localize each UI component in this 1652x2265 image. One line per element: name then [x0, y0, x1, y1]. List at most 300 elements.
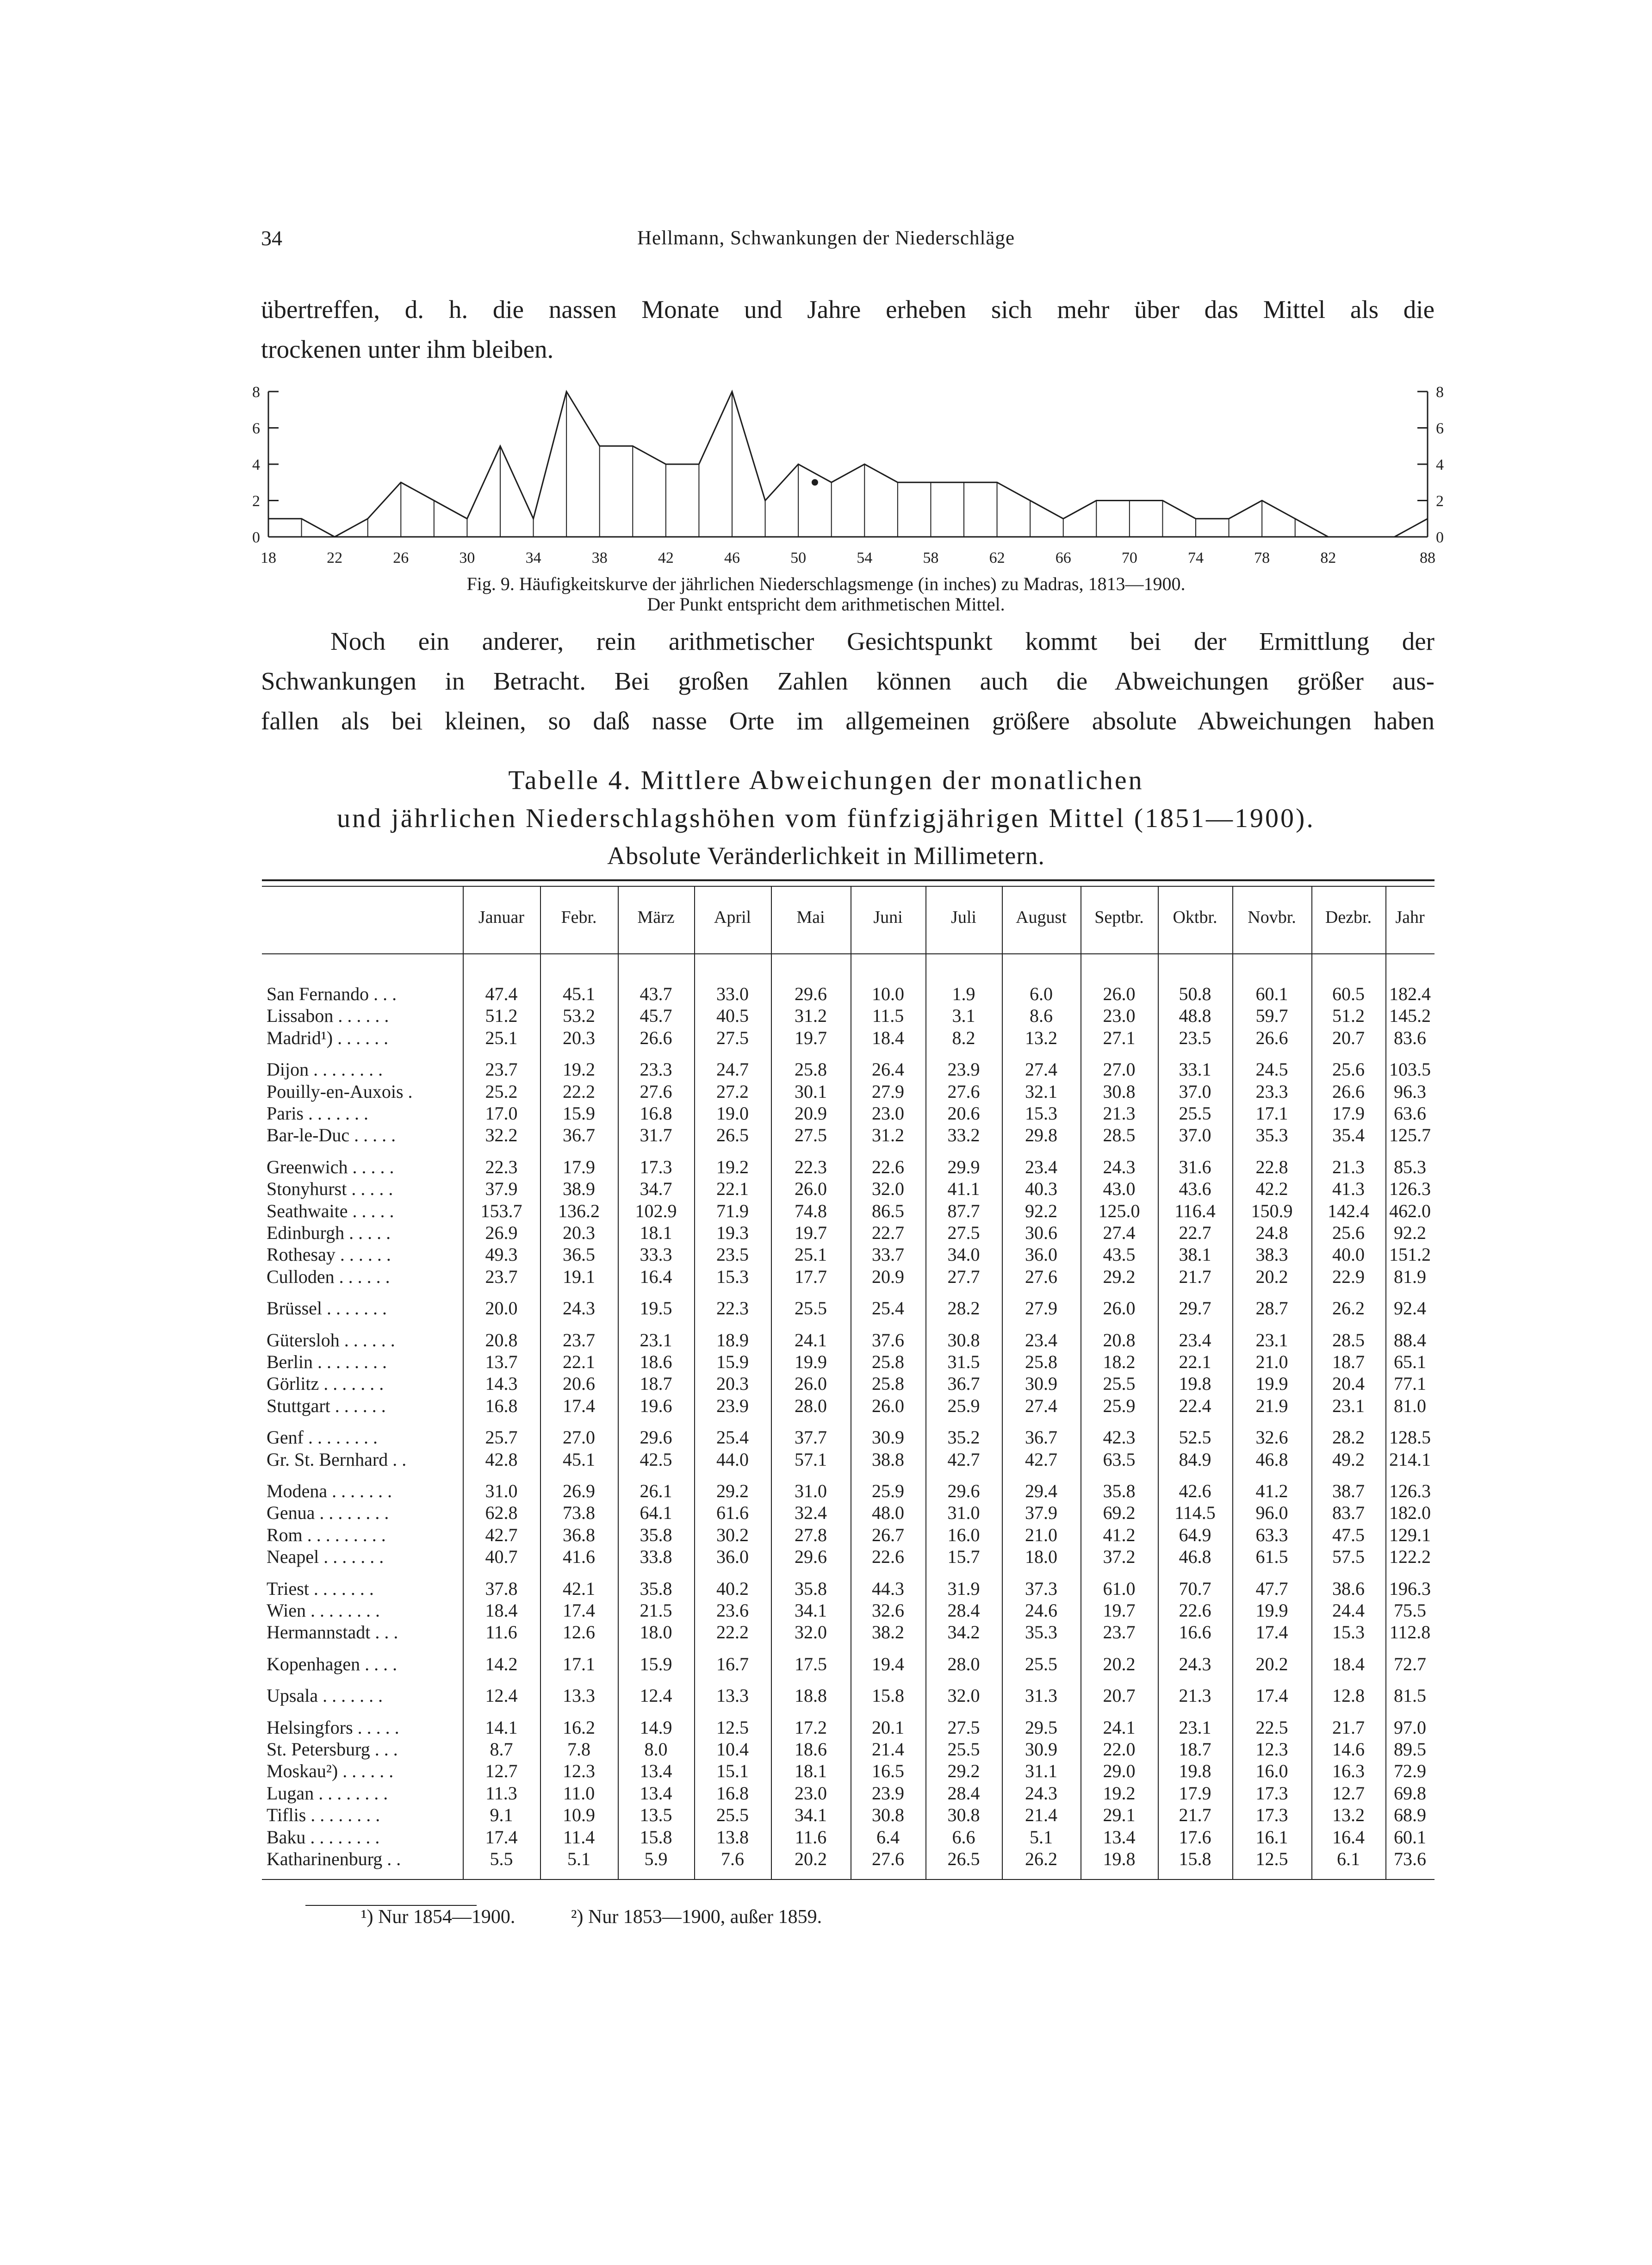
- table-cell: 42.7: [485, 1524, 518, 1545]
- table-cell: 22.2: [716, 1622, 749, 1643]
- table-cell: 23.7: [563, 1329, 595, 1350]
- table-cell: 26.5: [716, 1125, 749, 1146]
- table-cell: 26.5: [947, 1848, 980, 1869]
- paragraph-line: übertreffen, d. h. die nassen Monate und Jahre erheben sich mehr über das Mittel als die: [261, 295, 1435, 324]
- column-header: Novbr.: [1248, 908, 1296, 927]
- table-cell: 49.2: [1332, 1449, 1365, 1470]
- table-cell: 19.7: [1103, 1600, 1136, 1621]
- table-cell: 24.8: [1255, 1222, 1288, 1243]
- table-cell: 30.2: [716, 1524, 749, 1545]
- table-cell: 17.4: [1255, 1685, 1288, 1706]
- table-cell: 23.0: [872, 1103, 904, 1124]
- table-cell: 35.8: [795, 1578, 827, 1599]
- table-cell: 28.0: [795, 1395, 827, 1416]
- table-cell: 27.6: [1025, 1266, 1057, 1287]
- paragraph-line: Noch ein anderer, rein arithmetischer Gesichtspunkt kommt bei der Ermittlung der: [330, 627, 1435, 655]
- y-tick-label: 2: [252, 492, 260, 510]
- table-cell: 63.5: [1103, 1449, 1136, 1470]
- table-cell: 36.8: [563, 1524, 595, 1545]
- table-cell: 20.9: [872, 1266, 904, 1287]
- table-cell: 40.2: [716, 1578, 749, 1599]
- table-cell: 15.8: [872, 1685, 904, 1706]
- table-cell: 12.5: [1255, 1848, 1288, 1869]
- table-cell: 32.2: [485, 1125, 518, 1146]
- table-cell: 25.4: [716, 1427, 749, 1448]
- table-cell: 21.7: [1179, 1266, 1211, 1287]
- table-cell: 27.0: [563, 1427, 595, 1448]
- table-cell: 26.6: [1332, 1081, 1365, 1102]
- table-cell: 42.2: [1255, 1178, 1288, 1200]
- table-cell: 13.3: [563, 1685, 595, 1706]
- table-cell: 96.3: [1394, 1081, 1426, 1102]
- table-cell: 46.8: [1255, 1449, 1288, 1470]
- table-cell: 6.4: [876, 1826, 900, 1848]
- table-cell: 20.3: [563, 1222, 595, 1243]
- column-header: März: [637, 908, 675, 927]
- table-cell: 20.0: [485, 1298, 518, 1319]
- table-cell: 92.2: [1025, 1200, 1057, 1221]
- x-tick-label: 78: [1254, 549, 1270, 566]
- table-cell: 26.0: [795, 1178, 827, 1200]
- table-cell: 26.7: [872, 1524, 904, 1545]
- table-cell: 12.7: [1332, 1782, 1365, 1804]
- station-name: Kopenhagen . . . .: [267, 1653, 397, 1674]
- table-cell: 8.0: [644, 1739, 668, 1760]
- paragraph-intro: [261, 290, 1435, 369]
- station-name: Genua . . . . . . . .: [267, 1502, 389, 1524]
- table-cell: 15.3: [1332, 1622, 1365, 1643]
- table-cell: 51.2: [1332, 1005, 1365, 1027]
- table-cell: 27.4: [1025, 1395, 1057, 1416]
- station-name: Culloden . . . . . .: [267, 1266, 390, 1287]
- station-name: Neapel . . . . . . .: [267, 1546, 384, 1568]
- table-cell: 23.3: [640, 1059, 672, 1080]
- table-cell: 26.6: [1255, 1027, 1288, 1048]
- table-cell: 9.1: [490, 1805, 513, 1826]
- table-cell: 462.0: [1389, 1200, 1431, 1221]
- table-cell: 25.2: [485, 1081, 518, 1102]
- station-name: Upsala . . . . . . .: [267, 1685, 383, 1706]
- table-cell: 73.8: [563, 1502, 595, 1524]
- table-cell: 24.5: [1255, 1059, 1288, 1080]
- table-cell: 24.1: [795, 1329, 827, 1350]
- y-tick-label: 2: [1436, 492, 1444, 510]
- table-cell: 41.6: [563, 1546, 595, 1568]
- table-cell: 30.8: [947, 1805, 980, 1826]
- x-tick-label: 46: [724, 549, 740, 566]
- table-cell: 15.9: [640, 1653, 672, 1674]
- x-tick-label: 70: [1121, 549, 1137, 566]
- table-cell: 20.4: [1332, 1373, 1365, 1394]
- table-cell: 12.3: [1255, 1739, 1288, 1760]
- table-cell: 15.3: [1025, 1103, 1057, 1124]
- table-cell: 24.4: [1332, 1600, 1365, 1621]
- table-cell: 122.2: [1389, 1546, 1431, 1568]
- table-cell: 24.6: [1025, 1600, 1057, 1621]
- table-cell: 29.0: [1103, 1761, 1136, 1782]
- table-cell: 11.0: [563, 1782, 595, 1804]
- table-cell: 13.2: [1332, 1805, 1365, 1826]
- table-cell: 23.9: [947, 1059, 980, 1080]
- table-cell: 125.0: [1098, 1200, 1140, 1221]
- table-cell: 27.9: [872, 1081, 904, 1102]
- table-cell: 29.8: [1025, 1125, 1057, 1146]
- x-tick-label: 26: [393, 549, 409, 566]
- table-cell: 35.3: [1255, 1125, 1288, 1146]
- table-cell: 25.8: [872, 1373, 904, 1394]
- table-cell: 27.5: [947, 1222, 980, 1243]
- table-cell: 23.1: [1179, 1717, 1211, 1738]
- table-cell: 196.3: [1389, 1578, 1431, 1599]
- table-cell: 34.1: [795, 1600, 827, 1621]
- table-cell: 41.1: [947, 1178, 980, 1200]
- table-cell: 17.9: [1179, 1782, 1211, 1804]
- table-cell: 29.6: [947, 1481, 980, 1501]
- table-cell: 36.7: [947, 1373, 980, 1394]
- x-tick-label: 88: [1420, 549, 1435, 566]
- table-cell: 29.4: [1025, 1481, 1057, 1501]
- table-cell: 25.5: [716, 1805, 749, 1826]
- table-cell: 21.0: [1025, 1524, 1057, 1545]
- table-cell: 16.7: [716, 1653, 749, 1674]
- table-cell: 17.0: [485, 1103, 518, 1124]
- table-cell: 43.6: [1179, 1178, 1211, 1200]
- station-name: Bar-le-Duc . . . . .: [267, 1125, 396, 1146]
- table-cell: 22.7: [1179, 1222, 1211, 1243]
- footnote: ²) Nur 1853—1900, außer 1859.: [571, 1906, 822, 1928]
- x-tick-label: 62: [989, 549, 1005, 566]
- table-cell: 25.8: [1025, 1351, 1057, 1372]
- paragraph-line: Schwankungen in Betracht. Bei großen Zahlen können auch die Abweichungen größer aus-: [261, 667, 1435, 695]
- table-cell: 38.3: [1255, 1244, 1288, 1265]
- table-cell: 22.6: [872, 1156, 904, 1177]
- table-cell: 18.8: [795, 1685, 827, 1706]
- table-cell: 33.2: [947, 1125, 980, 1146]
- table-cell: 33.0: [716, 983, 749, 1004]
- paragraph-arithmetic: [261, 622, 1435, 741]
- table-cell: 51.2: [485, 1005, 518, 1027]
- station-name: Seathwaite . . . . .: [267, 1200, 394, 1221]
- table-cell: 35.3: [1025, 1622, 1057, 1643]
- table-cell: 19.5: [640, 1298, 672, 1319]
- table-cell: 43.7: [640, 983, 672, 1004]
- table-cell: 57.5: [1332, 1546, 1365, 1568]
- table-cell: 20.2: [1255, 1266, 1288, 1287]
- table-cell: 60.1: [1255, 983, 1288, 1004]
- table-cell: 27.0: [1103, 1059, 1136, 1080]
- table-cell: 16.3: [1332, 1761, 1365, 1782]
- station-name: Greenwich . . . . .: [267, 1156, 394, 1177]
- table-cell: 11.6: [485, 1622, 517, 1643]
- station-name: Gütersloh . . . . . .: [267, 1329, 395, 1350]
- table-cell: 33.3: [640, 1244, 672, 1265]
- table-cell: 37.7: [795, 1427, 827, 1448]
- table-cell: 17.4: [1255, 1622, 1288, 1643]
- table-cell: 41.3: [1332, 1178, 1365, 1200]
- table-cell: 31.0: [795, 1481, 827, 1501]
- table-cell: 34.1: [795, 1805, 827, 1826]
- x-tick-label: 22: [327, 549, 343, 566]
- table-cell: 20.9: [795, 1103, 827, 1124]
- table-cell: 19.6: [640, 1395, 672, 1416]
- table-cell: 31.2: [872, 1125, 904, 1146]
- station-name: Tiflis . . . . . . . .: [267, 1805, 380, 1826]
- station-name: Katharinenburg . .: [267, 1848, 401, 1869]
- table-cell: 29.2: [1103, 1266, 1136, 1287]
- table-cell: 26.0: [1103, 983, 1136, 1004]
- table-cell: 37.0: [1179, 1125, 1211, 1146]
- table-cell: 7.8: [567, 1739, 590, 1760]
- table-cell: 24.3: [1103, 1156, 1136, 1177]
- table-cell: 25.5: [1179, 1103, 1211, 1124]
- table-cell: 32.6: [1255, 1427, 1288, 1448]
- table-cell: 21.5: [640, 1600, 672, 1621]
- table-cell: 69.8: [1394, 1782, 1426, 1804]
- table-cell: 42.7: [947, 1449, 980, 1470]
- table-cell: 84.9: [1179, 1449, 1211, 1470]
- table-cell: 28.4: [947, 1782, 980, 1804]
- table-cell: 22.3: [795, 1156, 827, 1177]
- table-cell: 18.2: [1103, 1351, 1136, 1372]
- table-cell: 37.8: [485, 1578, 518, 1599]
- table-cell: 25.5: [1103, 1373, 1136, 1394]
- table-cell: 29.7: [1179, 1298, 1211, 1319]
- table-cell: 35.2: [947, 1427, 980, 1448]
- table-cell: 6.1: [1337, 1848, 1360, 1869]
- table-cell: 41.2: [1103, 1524, 1136, 1545]
- table-cell: 19.1: [563, 1266, 595, 1287]
- table-cell: 19.2: [563, 1059, 595, 1080]
- table-cell: 26.2: [1025, 1848, 1057, 1869]
- station-name: Lissabon . . . . . .: [267, 1005, 389, 1027]
- table-cell: 21.4: [872, 1739, 904, 1760]
- table-cell: 13.4: [640, 1782, 672, 1804]
- station-name: Dijon . . . . . . . .: [267, 1059, 383, 1080]
- table-title: Tabelle 4. Mittlere Abweichungen der monatlichen: [508, 765, 1144, 795]
- table-cell: 16.4: [1332, 1826, 1365, 1848]
- table-cell: 73.6: [1394, 1848, 1426, 1869]
- table-cell: 37.9: [485, 1178, 518, 1200]
- table-cell: 27.8: [795, 1524, 827, 1545]
- table-cell: 17.2: [795, 1717, 827, 1738]
- table-cell: 19.9: [795, 1351, 827, 1372]
- table-cell: 19.9: [1255, 1373, 1288, 1394]
- table-cell: 77.1: [1394, 1373, 1426, 1394]
- x-tick-label: 30: [459, 549, 475, 566]
- table-cell: 31.3: [1025, 1685, 1057, 1706]
- table-cell: 20.1: [872, 1717, 904, 1738]
- table-cell: 61.5: [1255, 1546, 1288, 1568]
- x-tick-label: 38: [591, 549, 608, 566]
- table-cell: 26.4: [872, 1059, 904, 1080]
- table-cell: 151.2: [1389, 1244, 1431, 1265]
- table-cell: 31.7: [640, 1125, 672, 1146]
- table-cell: 38.9: [563, 1178, 595, 1200]
- table-cell: 22.4: [1179, 1395, 1211, 1416]
- table-cell: 21.7: [1332, 1717, 1365, 1738]
- table-cell: 6.6: [952, 1826, 975, 1848]
- table-cell: 27.4: [1103, 1222, 1136, 1243]
- table-cell: 81.5: [1394, 1685, 1426, 1706]
- table-title-line-2: und jährlichen Niederschlagshöhen vom fünfzigjährigen Mittel (1851—1900).: [337, 803, 1315, 833]
- table-cell: 34.0: [947, 1244, 980, 1265]
- table-cell: 40.0: [1332, 1244, 1365, 1265]
- table-cell: 22.9: [1332, 1266, 1365, 1287]
- table-cell: 30.8: [947, 1329, 980, 1350]
- table-cell: 65.1: [1394, 1351, 1426, 1372]
- table-cell: 23.1: [1255, 1329, 1288, 1350]
- table-header-rule: [262, 953, 1435, 954]
- table-cell: 7.6: [721, 1848, 744, 1869]
- table-cell: 12.3: [563, 1761, 595, 1782]
- frequency-curve-chart: [245, 370, 1444, 574]
- table-cell: 38.2: [872, 1622, 904, 1643]
- column-header: April: [714, 908, 751, 927]
- table-cell: 64.9: [1179, 1524, 1211, 1545]
- table-cell: 37.3: [1025, 1578, 1057, 1599]
- table-cell: 13.7: [485, 1351, 518, 1372]
- column-header: August: [1016, 908, 1067, 927]
- table-cell: 18.0: [640, 1622, 672, 1643]
- column-header: Juli: [951, 908, 976, 927]
- paragraph-line: trockenen unter ihm bleiben.: [261, 335, 554, 363]
- station-name: Genf . . . . . . . .: [267, 1427, 378, 1448]
- table-cell: 74.8: [795, 1200, 827, 1221]
- y-tick-label: 8: [1436, 384, 1444, 401]
- table-cell: 11.4: [563, 1826, 595, 1848]
- table-cell: 28.5: [1103, 1125, 1136, 1146]
- table-cell: 28.7: [1255, 1298, 1288, 1319]
- table-cell: 11.5: [872, 1005, 904, 1027]
- table-cell: 16.0: [947, 1524, 980, 1545]
- table-cell: 24.3: [1025, 1782, 1057, 1804]
- table-cell: 29.1: [1103, 1805, 1136, 1826]
- table-top-rule-thin: [262, 886, 1435, 887]
- station-name: Modena . . . . . . .: [267, 1481, 392, 1501]
- table-cell: 15.8: [640, 1826, 672, 1848]
- table-cell: 17.7: [795, 1266, 827, 1287]
- y-tick-label: 0: [1436, 529, 1444, 546]
- table-cell: 23.4: [1025, 1156, 1057, 1177]
- station-name: Brüssel . . . . . . .: [267, 1298, 387, 1319]
- table-cell: 26.0: [1103, 1298, 1136, 1319]
- station-name: Görlitz . . . . . . .: [267, 1373, 384, 1394]
- table-cell: 26.9: [485, 1222, 518, 1243]
- table-cell: 19.8: [1179, 1761, 1211, 1782]
- table-cell: 17.3: [640, 1156, 672, 1177]
- table-cell: 21.7: [1179, 1805, 1211, 1826]
- table-cell: 20.8: [1103, 1329, 1136, 1350]
- table-cell: 48.0: [872, 1502, 904, 1524]
- table-cell: 13.3: [716, 1685, 749, 1706]
- table-cell: 25.9: [872, 1481, 904, 1501]
- column-header: Januar: [478, 908, 525, 927]
- table-cell: 19.2: [1103, 1782, 1136, 1804]
- table-cell: 182.0: [1389, 1502, 1431, 1524]
- table-cell: 27.5: [795, 1125, 827, 1146]
- station-name: Helsingfors . . . . .: [267, 1717, 399, 1738]
- table-cell: 5.5: [490, 1848, 513, 1869]
- table-cell: 29.9: [947, 1156, 980, 1177]
- y-tick-label: 0: [252, 529, 260, 546]
- table-cell: 16.6: [1179, 1622, 1211, 1643]
- station-name: Stonyhurst . . . . .: [267, 1178, 393, 1200]
- table-cell: 44.0: [716, 1449, 749, 1470]
- table-cell: 27.6: [947, 1081, 980, 1102]
- table-cell: 22.6: [872, 1546, 904, 1568]
- station-name: Moskau²) . . . . . .: [267, 1761, 394, 1782]
- table-cell: 29.5: [1025, 1717, 1057, 1738]
- table-cell: 69.2: [1103, 1502, 1136, 1524]
- table-cell: 28.4: [947, 1600, 980, 1621]
- table-cell: 10.4: [716, 1739, 749, 1760]
- table-cell: 17.3: [1255, 1805, 1288, 1826]
- table-cell: 20.2: [1255, 1653, 1288, 1674]
- table-subtitle: Absolute Veränderlichkeit in Millimetern.: [607, 842, 1045, 870]
- table-cell: 12.4: [485, 1685, 518, 1706]
- column-header: Juni: [873, 908, 903, 927]
- table-cell: 13.4: [1103, 1826, 1136, 1848]
- y-tick-label: 4: [1436, 456, 1444, 473]
- table-cell: 32.4: [795, 1502, 827, 1524]
- table-cell: 87.7: [947, 1200, 980, 1221]
- figure-caption: Fig. 9. Häufigkeitskurve der jährlichen Niederschlagsmenge (in inches) zu Madras, 1813—1900.: [466, 573, 1186, 594]
- table-cell: 18.6: [795, 1739, 827, 1760]
- table-cell: 29.2: [716, 1481, 749, 1501]
- table-cell: 59.7: [1255, 1005, 1288, 1027]
- table-cell: 36.5: [563, 1244, 595, 1265]
- table-cell: 97.0: [1394, 1717, 1426, 1738]
- table-cell: 22.1: [563, 1351, 595, 1372]
- table-cell: 31.0: [947, 1502, 980, 1524]
- table-cell: 71.9: [716, 1200, 749, 1221]
- table-cell: 15.9: [563, 1103, 595, 1124]
- column-header: Septbr.: [1094, 908, 1144, 927]
- table-cell: 30.9: [872, 1427, 904, 1448]
- table-cell: 32.6: [872, 1600, 904, 1621]
- table-cell: 37.2: [1103, 1546, 1136, 1568]
- station-name: St. Petersburg . . .: [267, 1739, 398, 1760]
- table-cell: 18.6: [640, 1351, 672, 1372]
- table-cell: 18.9: [716, 1329, 749, 1350]
- table-cell: 21.3: [1103, 1103, 1136, 1124]
- table-cell: 22.5: [1255, 1717, 1288, 1738]
- table-cell: 23.1: [1332, 1395, 1365, 1416]
- table-cell: 36.7: [563, 1125, 595, 1146]
- table-cell: 18.7: [1179, 1739, 1211, 1760]
- table-cell: 19.8: [1103, 1848, 1136, 1869]
- table-cell: 20.3: [563, 1027, 595, 1048]
- table-cell: 81.0: [1394, 1395, 1426, 1416]
- table-cell: 16.1: [1255, 1826, 1288, 1848]
- table-cell: 142.4: [1328, 1200, 1369, 1221]
- table-cell: 24.3: [563, 1298, 595, 1319]
- table-cell: 75.5: [1394, 1600, 1426, 1621]
- table-cell: 43.5: [1103, 1244, 1136, 1265]
- table-cell: 27.6: [640, 1081, 672, 1102]
- table-cell: 103.5: [1389, 1059, 1431, 1080]
- footnote: ¹) Nur 1854—1900.: [361, 1906, 515, 1928]
- table-cell: 5.1: [1030, 1826, 1053, 1848]
- table-cell: 38.7: [1332, 1481, 1365, 1501]
- table-cell: 15.8: [1179, 1848, 1211, 1869]
- table-cell: 21.4: [1025, 1805, 1057, 1826]
- table-cell: 27.6: [872, 1848, 904, 1869]
- table-cell: 23.5: [1179, 1027, 1211, 1048]
- table-cell: 18.4: [872, 1027, 904, 1048]
- table-cell: 36.0: [1025, 1244, 1057, 1265]
- table-cell: 13.5: [640, 1805, 672, 1826]
